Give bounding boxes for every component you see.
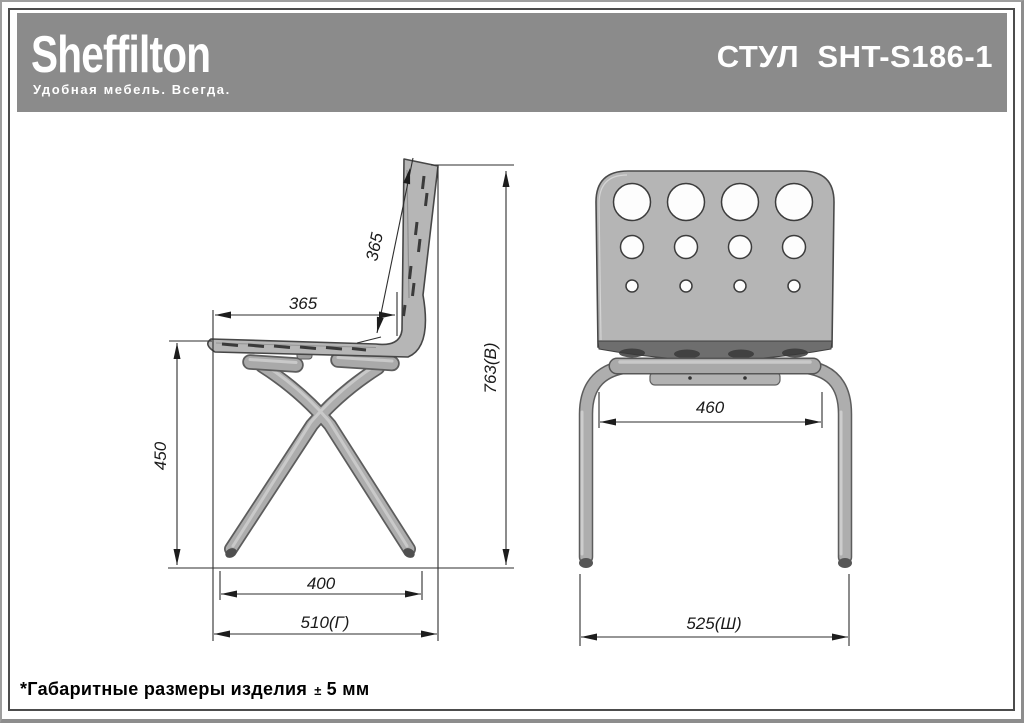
footer-note bbox=[20, 679, 370, 700]
dim-overall-depth: 510(Г) bbox=[300, 613, 350, 632]
brand-tagline: Удобная мебель. Всегда. bbox=[33, 82, 231, 97]
brand-logo: Sheffilton bbox=[31, 26, 211, 84]
dim-seat-width: 460 bbox=[695, 398, 725, 417]
side-legs bbox=[224, 364, 417, 560]
side-seat-shell bbox=[208, 159, 438, 357]
dim-backrest-length: 365 bbox=[362, 231, 387, 263]
side-hole-slots bbox=[222, 176, 427, 350]
front-legs bbox=[579, 366, 852, 568]
plus-minus-sign: ± bbox=[314, 683, 322, 698]
dim-seat-height: 450 bbox=[151, 441, 170, 471]
dim-feet-span: 400 bbox=[306, 574, 336, 593]
dim-seat-depth: 365 bbox=[288, 294, 318, 313]
front-view bbox=[579, 171, 852, 568]
dim-overall-width: 525(Ш) bbox=[686, 614, 742, 633]
dim-overall-height: 763(В) bbox=[481, 342, 500, 394]
footer-tolerance: 5 мм bbox=[326, 679, 370, 699]
front-frame-tube bbox=[617, 362, 813, 366]
product-title: СТУЛ SHT-S186-1 bbox=[716, 39, 993, 74]
footer-note-text: *Габаритные размеры изделия bbox=[20, 679, 308, 699]
side-view bbox=[208, 159, 438, 560]
front-foot-left bbox=[579, 558, 593, 568]
front-foot-right bbox=[838, 558, 852, 568]
